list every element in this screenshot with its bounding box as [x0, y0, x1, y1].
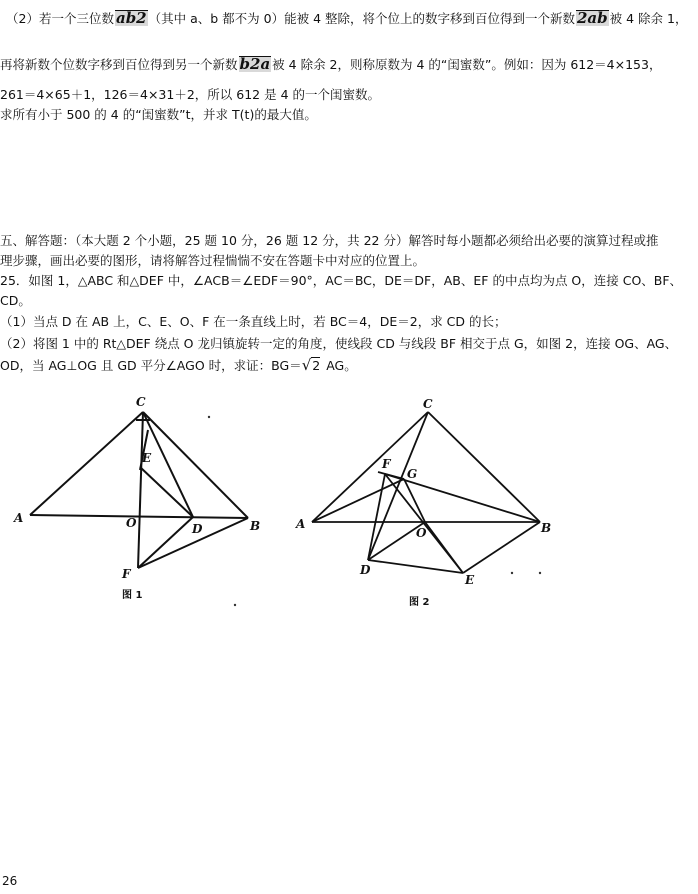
- label-D: D: [360, 563, 371, 577]
- label-B: B: [250, 519, 261, 533]
- q2-line-1: [6, 10, 687, 28]
- q25-line-3: （1）当点 D 在 AB 上，C、E、O、F 在一条直线上时，若 BC＝4，DE＝2，求 CD 的长；: [0, 314, 507, 329]
- label-F: F: [382, 457, 391, 471]
- section5-line-2: 理步骤，画出必要的图形，请将解答过程惴惴不安在答题卡中对应的位置上。: [0, 253, 426, 268]
- label-F: F: [122, 567, 131, 581]
- q2-line-3: 261＝4×65＋1，126＝4×31＋2，所以 612 是 4 的一个闺蜜数。: [0, 87, 380, 102]
- number-ab2: ab2: [115, 9, 147, 27]
- sqrt-sign-icon: √: [301, 356, 312, 374]
- label-O: O: [416, 526, 427, 540]
- q25-text: OD，当 AG⊥OG 且 GD 平分∠AGO 时，求证：BG＝: [0, 358, 302, 373]
- q2-line-2: [0, 56, 661, 74]
- figure-2: [290, 390, 560, 615]
- figure-2-caption: 图 2: [409, 597, 430, 608]
- label-C: C: [136, 395, 146, 409]
- sqrt-radicand: 2: [312, 358, 321, 373]
- number-b2a: b2a: [239, 55, 271, 73]
- sqrt-expression: [302, 356, 321, 375]
- figure-2-diagram: [290, 390, 560, 615]
- q2-text: （2）若一个三位数: [6, 11, 114, 26]
- q25-line-5: [0, 356, 357, 375]
- q2-line-4: 求所有小于 500 的 4 的“闺蜜数”t，并求 T(t)的最大值。: [0, 107, 317, 122]
- q2-text: 再将新数个位数字移到百位得到另一个新数: [0, 57, 238, 72]
- q25-text: AG。: [326, 358, 357, 373]
- figure-1: [0, 390, 280, 615]
- label-E: E: [465, 573, 475, 587]
- label-E: E: [142, 451, 152, 465]
- label-A: A: [14, 511, 24, 525]
- q2-text: 被 4 除余 1，: [609, 11, 688, 26]
- q25-line-2: CD。: [0, 293, 31, 308]
- page-number: 26: [2, 874, 18, 888]
- figure-1-diagram: [0, 390, 280, 615]
- label-A: A: [296, 517, 306, 531]
- number-2ab: 2ab: [577, 9, 608, 27]
- figure-1-caption: 图 1: [122, 590, 143, 601]
- q25-line-4: （2）将图 1 中的 Rt△DEF 绕点 O 龙归镇旋转一定的角度，使线段 CD 与线段 BF 相交于点 G，如图 2，连接 OG、AG、: [0, 336, 678, 351]
- label-D: D: [192, 522, 203, 536]
- label-O: O: [126, 516, 137, 530]
- q2-text: 被 4 除余 2，则称原数为 4 的“闺蜜数”。例如：因为 612＝4×153，: [272, 57, 662, 72]
- section5-line-1: 五、解答题：（本大题 2 个小题，25 题 10 分，26 题 12 分，共 22 分）解答时每小题都必须给出必要的演算过程或推: [0, 233, 659, 248]
- label-G: G: [407, 467, 418, 481]
- q25-line-1: 25．如图 1，△ABC 和△DEF 中，∠ACB＝∠EDF＝90°，AC＝BC，DE＝DF，AB、EF 的中点均为点 O，连接 CO、BF、: [0, 273, 683, 288]
- label-B: B: [541, 521, 552, 535]
- label-C: C: [423, 397, 433, 411]
- q2-text: （其中 a、b 都不为 0）能被 4 整除，将个位上的数字移到百位得到一个新数: [148, 11, 575, 26]
